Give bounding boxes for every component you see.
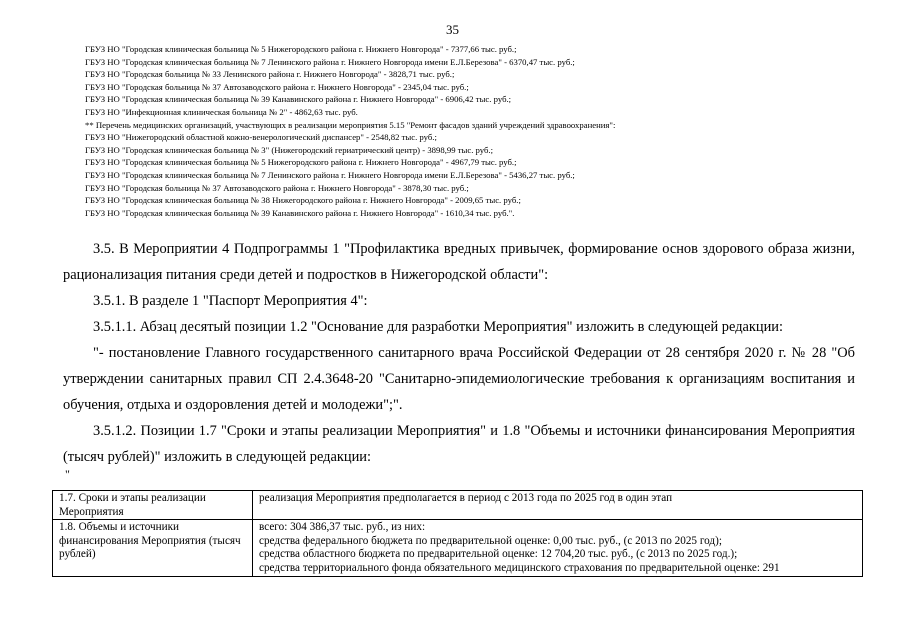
footnote-line: ГБУЗ НО "Инфекционная клиническая больница № 2" - 4862,63 тыс. руб. [85, 106, 358, 117]
row-label: 1.7. Сроки и этапы реализации Мероприятия [53, 491, 253, 520]
row-value-line: средства областного бюджета по предварительной оценке: 12 704,20 тыс. руб., (с 2013 по 2025 год.); [259, 548, 738, 561]
row-value [253, 491, 863, 520]
footnote-line: ГБУЗ НО "Городская клиническая больница № 38 Нижегородского района г. Нижнего Новгорода" - 2009,65 тыс. руб.; [85, 195, 521, 206]
footnote-line: ** Перечень медицинских организаций, участвующих в реализации мероприятия 5.15 "Ремонт фасадов зданий учреждений здравоохранения": [85, 119, 616, 130]
footnote-line: ГБУЗ НО "Городская клиническая больница № 39 Канавинского района г. Нижнего Новгорода" - 1610,34 тыс. руб.". [85, 207, 515, 218]
paragraph: "- постановление Главного государственного санитарного врача Российской Федерации от 28 сентября 2020 г. № 28 "Об утверждении санитарных правил СП 2.4.3648-20 "Санитарно-эпидемиологические требования к организациям воспитания и обучения, отдыха и оздоровления детей и молодежи";". [63, 345, 855, 413]
footnote-line: ГБУЗ НО "Нижегородский областной кожно-венерологический диспансер" - 2548,82 тыс. руб.; [85, 132, 437, 143]
footnote-line: ГБУЗ НО "Городская клиническая больница № 7 Ленинского района г. Нижнего Новгорода имени Е.Л.Березова" - 6370,47 тыс. руб.; [85, 56, 575, 67]
footnote-line: ГБУЗ НО "Городская клиническая больница № 5 Нижегородского района г. Нижнего Новгорода" - 4967,79 тыс. руб.; [85, 157, 517, 168]
row-value-line: реализация Мероприятия предполагается в период с 2013 года по 2025 год в один этап [259, 492, 673, 504]
footnote-line: ГБУЗ НО "Городская клиническая больница № 7 Ленинского района г. Нижнего Новгорода имени Е.Л.Березова" - 5436,27 тыс. руб.; [85, 169, 575, 180]
passport-table [52, 490, 863, 577]
footnote-line: ГБУЗ НО "Городская клиническая больница № 39 Канавинского района г. Нижнего Новгорода" - 6906,42 тыс. руб.; [85, 94, 512, 105]
footnote-line: ГБУЗ НО "Городская клиническая больница № 5 Нижегородского района г. Нижнего Новгорода" - 7377,66 тыс. руб.; [85, 44, 517, 54]
row-value-line: средства территориального фонда обязательного медицинского страхования по предварительной оценке: 291 [259, 561, 780, 574]
row-value [253, 520, 863, 576]
row-value-line: всего: 304 386,37 тыс. руб., из них: [259, 521, 426, 534]
footnote-line: ГБУЗ НО "Городская больница № 37 Автозаводского района г. Нижнего Новгорода" - 2345,04 тыс. руб.; [85, 81, 469, 92]
row-label: 1.8. Объемы и источники финансирования Мероприятия (тысяч рублей) [53, 520, 253, 576]
paragraph: 3.5. В Мероприятии 4 Подпрограммы 1 "Профилактика вредных привычек, формирование основ здорового образа жизни, рационализация питания среди детей и подростков в Нижегородской области": [63, 241, 855, 283]
footnote-line: ГБУЗ НО "Городская больница № 33 Ленинского района г. Нижнего Новгорода" - 3828,71 тыс. руб.; [85, 69, 455, 80]
footnote-line: ГБУЗ НО "Городская клиническая больница № 3" (Нижегородский гериатрический центр) - 3898,99 тыс. руб.; [85, 144, 494, 155]
page-number: 35 [446, 22, 459, 37]
paragraph: 3.5.1.2. Позиции 1.7 "Сроки и этапы реализации Мероприятия" и 1.8 "Объемы и источники финансирования Мероприятия (тысяч рублей)" изложить в следующей редакции: [63, 423, 855, 465]
table-row [53, 491, 863, 520]
row-value-line: средства федерального бюджета по предварительной оценке: 0,00 тыс. руб., (с 2013 по 2025 год); [259, 534, 722, 547]
paragraph: 3.5.1. В разделе 1 "Паспорт Мероприятия 4": [93, 293, 368, 309]
table-row [53, 520, 863, 576]
footnote-line: ГБУЗ НО "Городская больница № 37 Автозаводского района г. Нижнего Новгорода" - 3878,30 тыс. руб.; [85, 182, 469, 193]
footnote-list [85, 43, 845, 219]
body-text [63, 236, 855, 470]
opening-quote: " [65, 467, 70, 481]
paragraph: 3.5.1.1. Абзац десятый позиции 1.2 "Основание для разработки Мероприятия" изложить в следующей редакции: [93, 319, 783, 335]
